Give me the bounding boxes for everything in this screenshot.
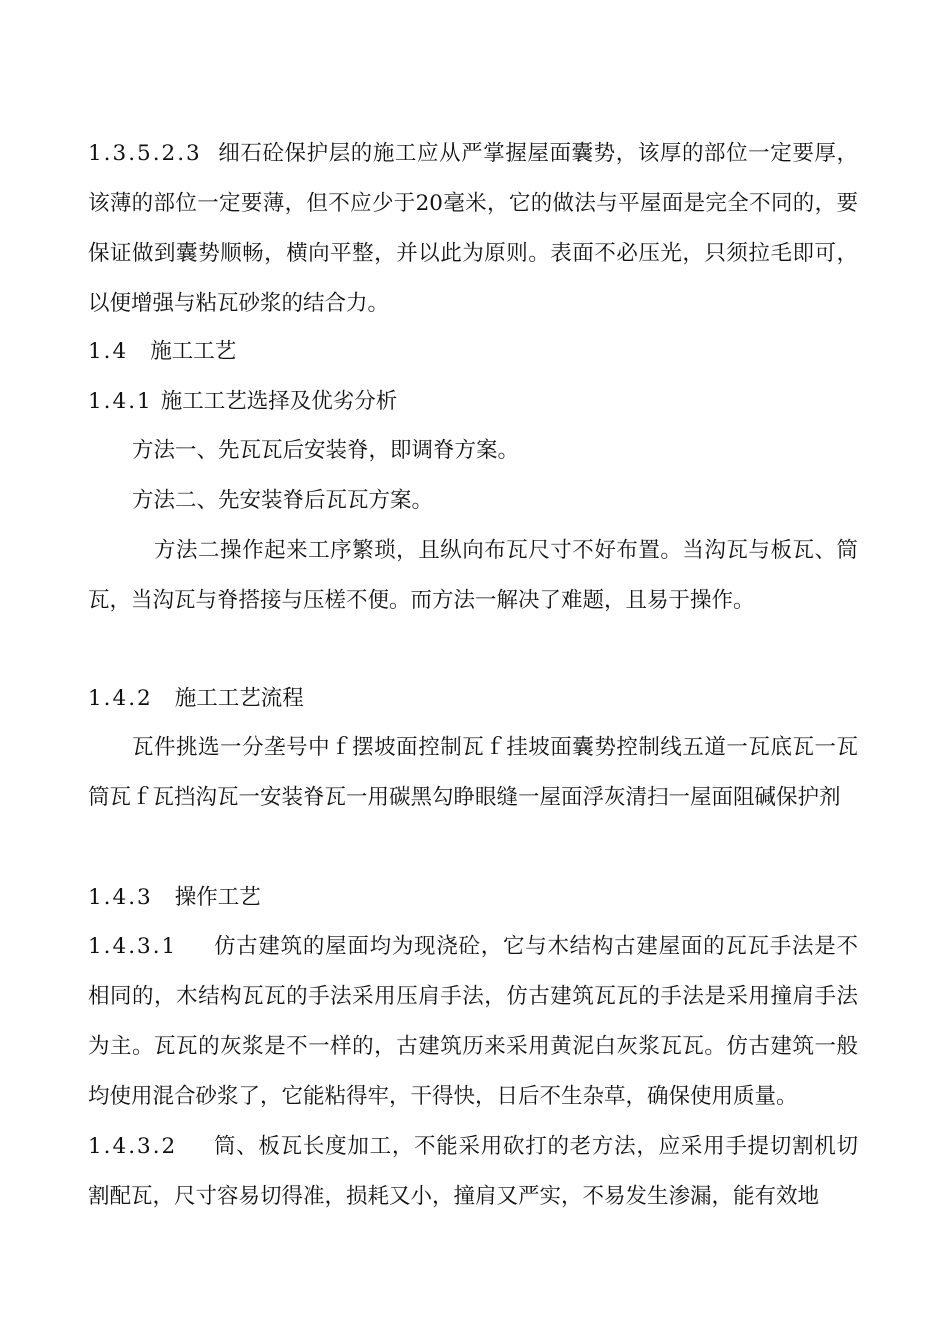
process-flow <box>88 723 858 823</box>
paragraph-1-4-3-2 <box>88 1122 858 1222</box>
section-number: 1.4.3 <box>88 885 153 910</box>
paragraph-text: 仿古建筑的屋面均为现浇砼，它与木结构古建屋面的瓦瓦手法是不相同的，木结构瓦瓦的手法采用压肩手法，仿古建筑瓦瓦的手法是采用撞肩手法为主。瓦瓦的灰浆是不一样的，古建筑历来采用黄泥白灰浆瓦瓦。仿古建筑一般均使用混合砂浆了，它能粘得牢，干得快，日后不生杂草，确保使用质量。 <box>88 934 858 1109</box>
section-number: 1.4.3.2 <box>88 1134 178 1159</box>
heading-1-4-2 <box>88 674 858 724</box>
method-two <box>88 476 858 526</box>
paragraph-1-4-3-1 <box>88 922 858 1122</box>
method-analysis <box>88 526 858 626</box>
heading-text: 操作工艺 <box>174 885 261 910</box>
paragraph-text: 细石砼保护层的施工应从严掌握屋面囊势，该厚的部位一定要厚，该薄的部位一定要薄，但不应少于20毫米，它的做法与平屋面是完全不同的，要保证做到囊势顺畅，横向平整，并以此为原则。表面不必压光，只须拉毛即可，以便增强与粘瓦砂浆的结合力。 <box>88 141 858 316</box>
section-number: 1.4 <box>88 339 129 364</box>
section-number: 1.4.2 <box>88 686 153 711</box>
paragraph-text: 筒、板瓦长度加工，不能采用砍打的老方法，应采用手提切割机切割配瓦，尺寸容易切得准，损耗又小，撞肩又严实，不易发生渗漏，能有效地 <box>88 1134 858 1209</box>
paragraph-text: 方法二、先安装脊后瓦瓦方案。 <box>132 488 434 513</box>
method-one <box>88 426 858 476</box>
heading-text: 施工工艺流程 <box>174 686 304 711</box>
paragraph-text: 方法一、先瓦瓦后安装脊，即调脊方案。 <box>132 438 520 463</box>
section-number: 1.4.3.1 <box>88 934 178 959</box>
paragraph-text: 方法二操作起来工序繁琐，且纵向布瓦尺寸不好布置。当沟瓦与板瓦、筒瓦，当沟瓦与脊搭接与压槎不便。而方法一解决了难题，且易于操作。 <box>88 538 858 613</box>
heading-1-4-3 <box>88 873 858 923</box>
heading-1-4-1 <box>88 377 858 427</box>
heading-1-4 <box>88 327 858 377</box>
heading-text: 施工工艺选择及优劣分析 <box>160 389 398 414</box>
paragraph-text: 瓦件挑选一分垄号中ｆ摆坡面控制瓦ｆ挂坡面囊势控制线五道一瓦底瓦一瓦筒瓦ｆ瓦挡沟瓦一安装脊瓦一用碳黑勾睁眼缝一屋面浮灰清扫一屋面阻碱保护剂 <box>88 735 858 810</box>
section-number: 1.4.1 <box>88 389 153 414</box>
heading-text: 施工工艺 <box>150 339 237 364</box>
section-number: 1.3.5.2.3 <box>88 141 202 166</box>
paragraph-1-3-5-2-3 <box>88 129 858 329</box>
